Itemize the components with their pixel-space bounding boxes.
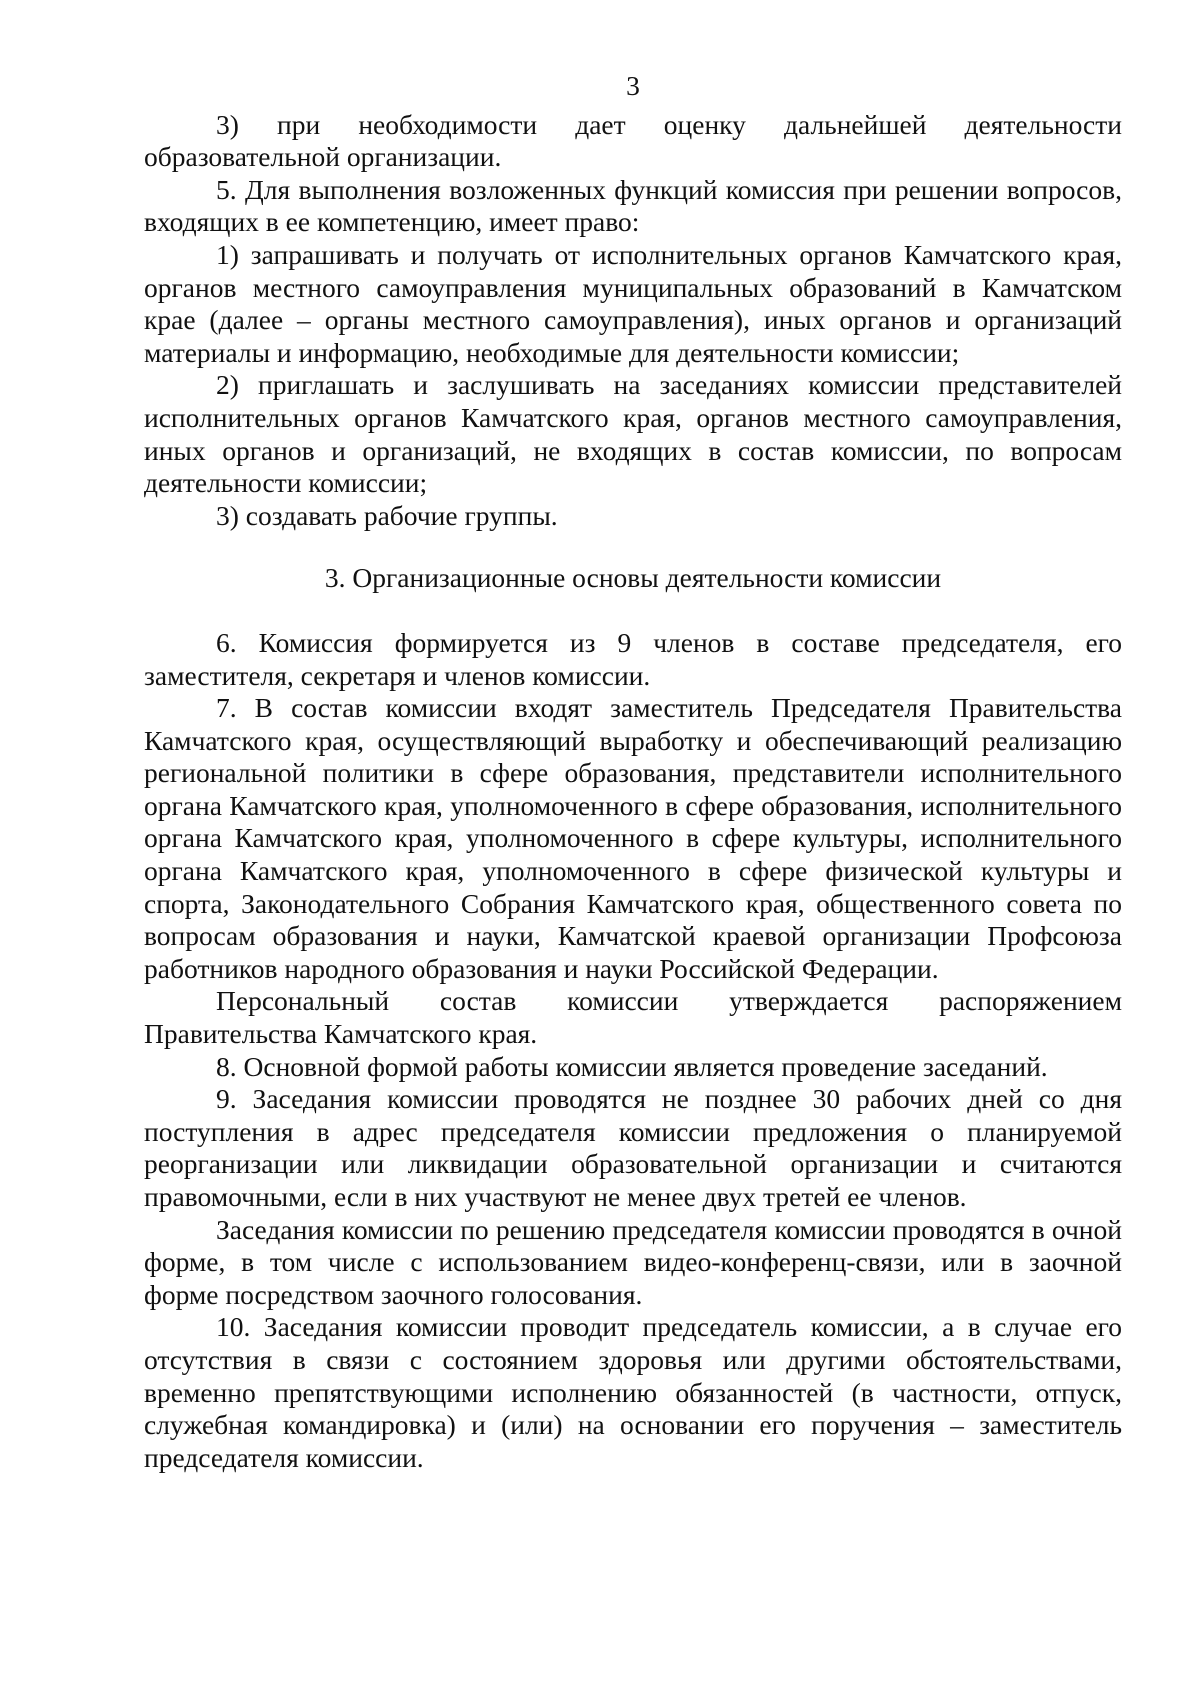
- paragraph-right-1: 1) запрашивать и получать от исполнительных органов Камчатского края, органов местного самоуправления муниципальных образований в Камчатском крае (далее – органы местного самоуправления), иных органов и организаций материалы и информацию, необходимые для деятельности комиссии;: [144, 238, 1122, 368]
- paragraph-clause-7: 7. В состав комиссии входят заместитель Председателя Правительства Камчатского края, осуществляющий выработку и обеспечивающий реализацию региональной политики в сфере образования, представители исполнительного органа Камчатского края, уполномоченного в сфере образования, исполнительного органа Камчатского края, уполномоченного в сфере культуры, исполнительного органа Камчатского края, уполномоченного в сфере физической культуры и спорта, Законодательного Собрания Камчатского края, общественного совета по вопросам образования и науки, Камчатской краевой организации Профсоюза работников народного образования и науки Российской Федерации.: [144, 692, 1122, 984]
- paragraph-personal-composition: Персональный состав комиссии утверждается распоряжением Правительства Камчатского края.: [144, 985, 1122, 1050]
- paragraph-clause-6: 6. Комиссия формируется из 9 членов в составе председателя, его заместителя, секретаря и членов комиссии.: [144, 626, 1122, 691]
- paragraph-meeting-forms: Заседания комиссии по решению председателя комиссии проводятся в очной форме, в том числе с использованием видео-конференц-связи, или в заочной форме посредством заочного голосования.: [144, 1213, 1122, 1310]
- paragraph-right-3: 3) создавать рабочие группы.: [216, 499, 558, 531]
- page-number: 3: [626, 70, 640, 101]
- section-heading: 3. Организационные основы деятельности комиссии: [324, 562, 942, 594]
- paragraph-item-3-assessment: 3) при необходимости дает оценку дальнейшей деятельности образовательной организации.: [144, 108, 1122, 173]
- paragraph-clause-10: 10. Заседания комиссии проводит председатель комиссии, а в случае его отсутствия в связи с состоянием здоровья или другими обстоятельствами, временно препятствующими исполнению обязанностей (в частности, отпуск, служебная командировка) и (или) на основании его поручения – заместитель председателя комиссии.: [144, 1311, 1122, 1473]
- document-page: [144, 70, 1122, 1474]
- paragraph-clause-9: 9. Заседания комиссии проводятся не позднее 30 рабочих дней со дня поступления в адрес председателя комиссии предложения о планируемой реорганизации или ликвидации образовательной организации и считаются правомочными, если в них участвуют не менее двух третей ее членов.: [144, 1083, 1122, 1212]
- paragraph-right-2: 2) приглашать и заслушивать на заседаниях комиссии представителей исполнительных органов Камчатского края, органов местного самоуправления, иных органов и организаций, не входящих в состав комиссии, по вопросам деятельности комиссии;: [144, 369, 1122, 499]
- paragraph-clause-8: 8. Основной формой работы комиссии является проведение заседаний.: [216, 1050, 1048, 1082]
- paragraph-clause-5: 5. Для выполнения возложенных функций комиссия при решении вопросов, входящих в ее компетенцию, имеет право:: [144, 173, 1122, 238]
